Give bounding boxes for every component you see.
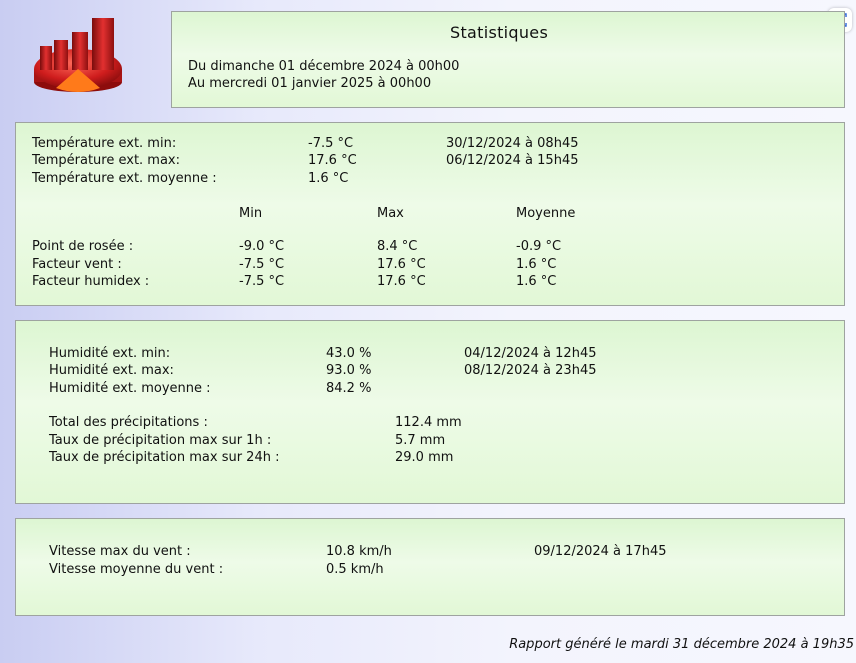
period-to: Au mercredi 01 janvier 2025 à 00h00 [188,76,432,91]
humidex-avg: 1.6 °C [516,274,557,289]
precip-1h-value: 5.7 mm [395,433,446,448]
temp-max-value: 17.6 °C [308,153,357,168]
dewpoint-min: -9.0 °C [239,239,285,254]
humidity-avg-value: 84.2 % [326,381,372,396]
windchill-max: 17.6 °C [377,257,426,272]
humidex-label: Facteur humidex : [32,274,150,289]
humidity-min-label: Humidité ext. min: [49,346,171,361]
precip-24h-label: Taux de précipitation max sur 24h : [49,450,280,465]
temp-max-date: 06/12/2024 à 15h45 [446,153,579,168]
column-header-avg: Moyenne [516,206,576,221]
humidity-avg-label: Humidité ext. moyenne : [49,381,211,396]
dewpoint-avg: -0.9 °C [516,239,562,254]
windchill-avg: 1.6 °C [516,257,557,272]
temp-avg-label: Température ext. moyenne : [32,171,217,186]
temp-min-value: -7.5 °C [308,136,354,151]
temp-min-label: Température ext. min: [32,136,177,151]
temp-max-label: Température ext. max: [32,153,181,168]
dewpoint-label: Point de rosée : [32,239,134,254]
column-header-min: Min [239,206,263,221]
humidex-min: -7.5 °C [239,274,285,289]
temp-min-date: 30/12/2024 à 08h45 [446,136,579,151]
wind-avg-value: 0.5 km/h [326,562,384,577]
humidity-max-value: 93.0 % [326,363,372,378]
windchill-min: -7.5 °C [239,257,285,272]
humidex-max: 17.6 °C [377,274,426,289]
wind-max-date: 09/12/2024 à 17h45 [534,544,667,559]
precip-total-label: Total des précipitations : [49,415,208,430]
dewpoint-max: 8.4 °C [377,239,418,254]
precip-total-value: 112.4 mm [395,415,462,430]
humidity-min-date: 04/12/2024 à 12h45 [464,346,597,361]
wind-avg-label: Vitesse moyenne du vent : [49,562,224,577]
humidity-min-value: 43.0 % [326,346,372,361]
precip-1h-label: Taux de précipitation max sur 1h : [49,433,272,448]
temp-avg-value: 1.6 °C [308,171,349,186]
wind-max-label: Vitesse max du vent : [49,544,191,559]
column-header-max: Max [377,206,404,221]
wind-max-value: 10.8 km/h [326,544,392,559]
period-from: Du dimanche 01 décembre 2024 à 00h00 [188,59,460,74]
report-footer: Rapport généré le mardi 31 décembre 2024 à 19h35 [509,637,854,652]
humidity-max-date: 08/12/2024 à 23h45 [464,363,597,378]
stats-chart-logo-icon [26,14,130,96]
windchill-label: Facteur vent : [32,257,122,272]
humidity-max-label: Humidité ext. max: [49,363,174,378]
page-title: Statistiques [450,23,549,42]
precip-24h-value: 29.0 mm [395,450,454,465]
